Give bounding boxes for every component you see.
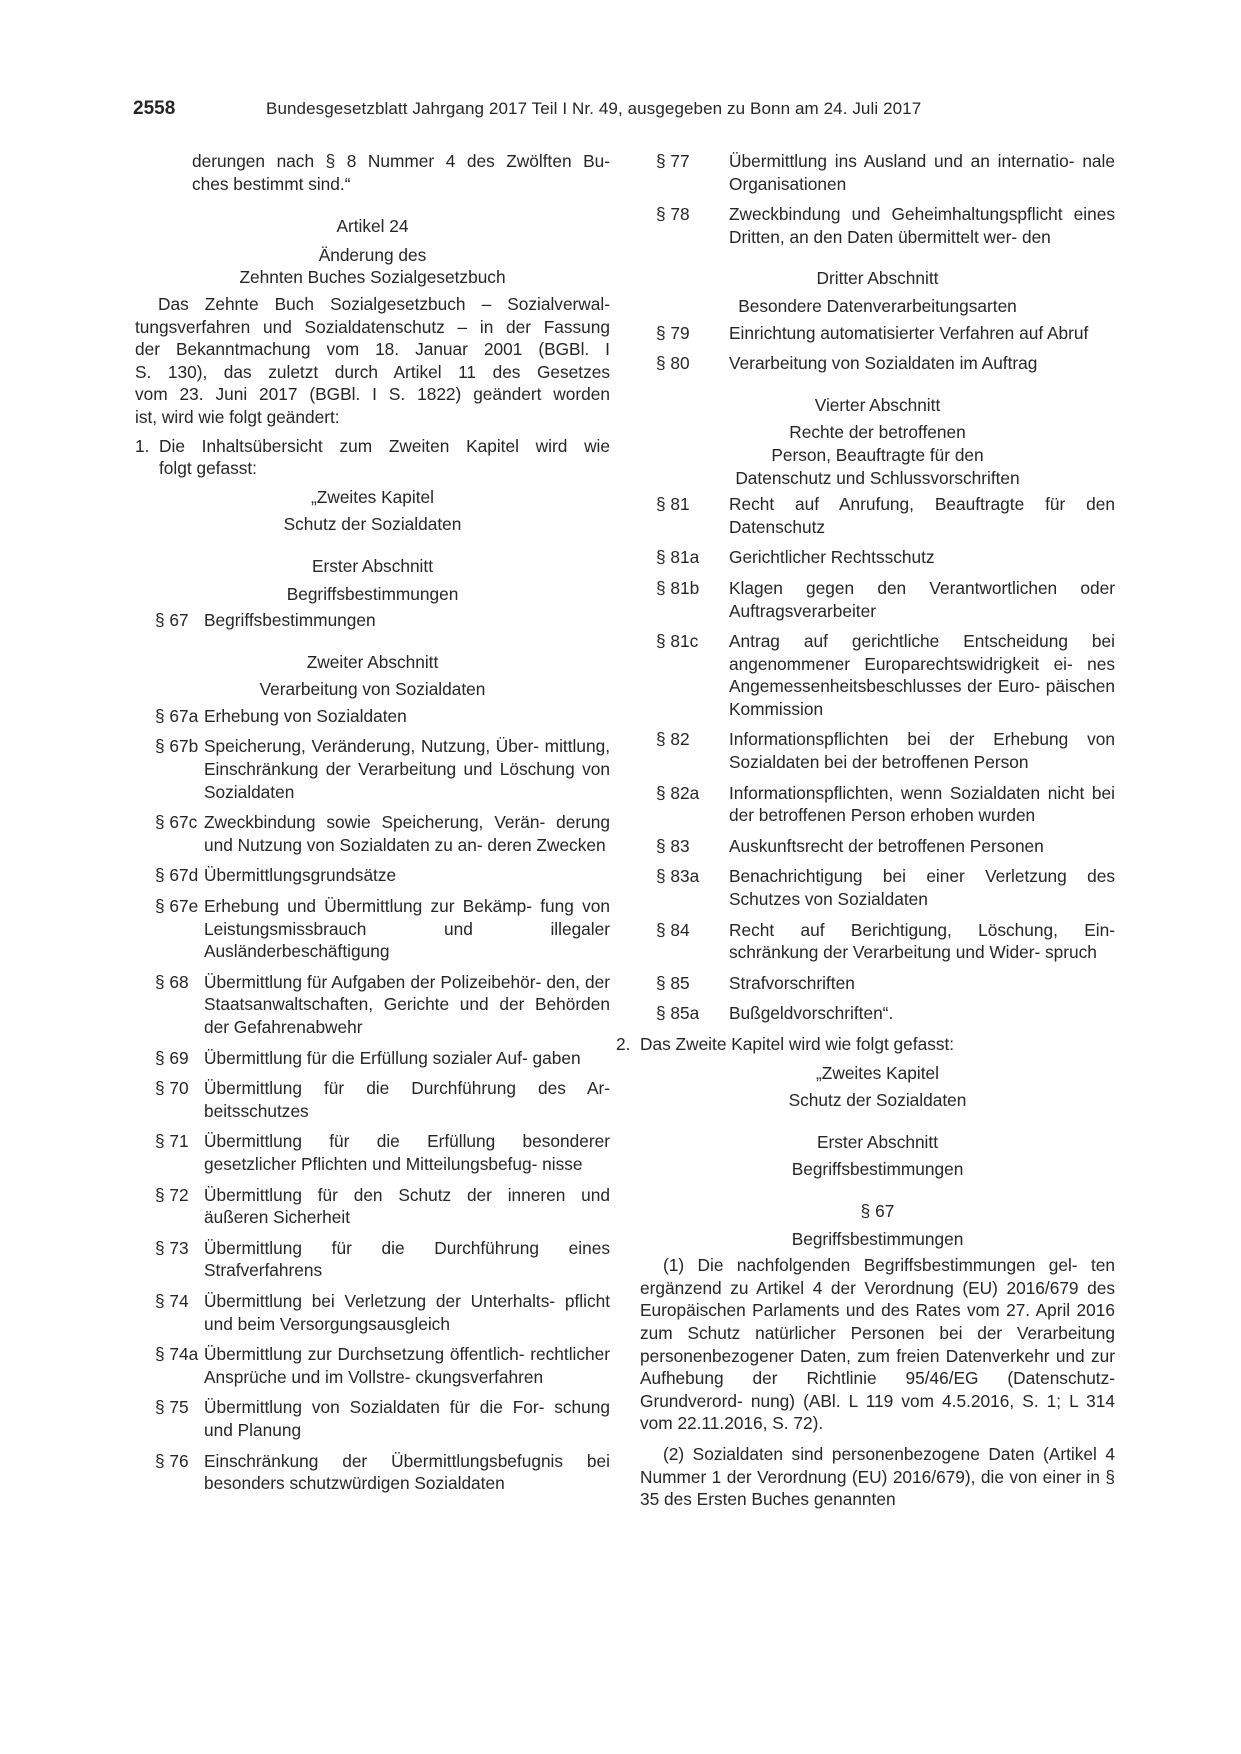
toc-text: Auskunftsrecht der betroffenen Personen [729, 835, 1044, 856]
toc-number: § 81c [656, 631, 699, 652]
continuation-line: derungen nach § 8 Nummer 4 des Zwölften Bu- [192, 151, 610, 171]
toc-number: § 83a [656, 866, 700, 887]
page-header [133, 98, 1113, 126]
toc-text: Begriffsbestimmungen [204, 610, 376, 631]
list-text-line: folgt gefasst: [159, 458, 257, 479]
list-text-line: Die Inhaltsübersicht zum Zweiten Kapitel wird wie [159, 435, 610, 456]
intro-line: ist, wird wie folgt geändert: [135, 406, 340, 427]
toc-entry [135, 864, 610, 887]
toc-text: Übermittlung für die Erfüllung besonderer gesetzlicher Pflichten und Mitteilungsbefug- nisse [204, 1131, 610, 1174]
chapter-title: Schutz der Sozialdaten [788, 1090, 967, 1111]
toc-text: Antrag auf gerichtliche Entscheidung bei angenommener Europarechtswidrigkeit ei- nes Angemessenheitsbeschlusses der Euro- päischen Kommission [729, 631, 1115, 719]
toc-entry [640, 203, 1115, 248]
toc-text: Strafvorschriften [729, 972, 855, 993]
intro-line: der Bekanntmachung vom 18. Januar 2001 (BGBl. I [135, 339, 610, 360]
toc-number: § 82 [656, 729, 690, 750]
toc-number: § 85a [656, 1003, 700, 1024]
toc-number: § 67c [155, 812, 198, 833]
chapter-heading: „Zweites Kapitel [311, 486, 434, 507]
toc-text: Übermittlung für die Durchführung des Ar- beitsschutzes [204, 1078, 610, 1121]
toc-number: § 74a [155, 1344, 199, 1365]
paragraph-1: (1) Die nachfolgenden Begriffsbestimmungen gel- ten ergänzend zu Artikel 4 der Verordnung (EU) 2016/679 des Europäischen Parlaments und des Rates vom 27. April 2016 zum Schutz natürlicher Personen bei der Verarbeitung personenbezogener Daten, zum freien Datenverkehr und zur Aufhebung der Richtlinie 95/46/EG (Datenschutz-Grundverord- nung) (ABl. L 119 vom 4.5.2016, S. 1; L 314 vom 22.11.2016, S. 72). [640, 1255, 1115, 1434]
toc-number: § 80 [656, 353, 690, 374]
toc-entry [640, 352, 1115, 375]
article-number: Artikel 24 [336, 216, 409, 237]
toc-entry [640, 546, 1115, 569]
toc-text: Übermittlung zur Durchsetzung öffentlich- rechtlicher Ansprüche und im Vollstre- ckungsverfahren [204, 1344, 610, 1387]
toc-number: § 67d [155, 865, 199, 886]
section-heading: Dritter Abschnitt [816, 268, 939, 289]
toc-number: § 83 [656, 835, 690, 856]
toc-entry [640, 493, 1115, 538]
toc-text: Übermittlung ins Ausland und an internatio- nale Organisationen [729, 151, 1115, 194]
toc-entry [135, 1450, 610, 1495]
toc-number: § 84 [656, 919, 690, 940]
toc-number: § 69 [155, 1047, 189, 1068]
toc-entry [135, 811, 610, 856]
toc-text: Übermittlung bei Verletzung der Unterhalts- pflicht und beim Versorgungsausgleich [204, 1290, 610, 1334]
toc-number: § 67b [155, 736, 199, 757]
toc-number: § 67a [155, 705, 199, 726]
toc-entry [640, 972, 1115, 995]
toc-text: Verarbeitung von Sozialdaten im Auftrag [729, 353, 1038, 374]
toc-text: Einschränkung der Übermittlungsbefugnis bei besonders schutzwürdigen Sozialdaten [204, 1450, 610, 1494]
left-column [135, 150, 610, 1503]
list-number: 1. [135, 435, 150, 456]
toc-entry [640, 919, 1115, 964]
toc-number: § 74 [155, 1290, 189, 1311]
section-title-line: Datenschutz und Schlussvorschriften [735, 467, 1020, 488]
toc-entry [135, 895, 610, 963]
toc-number: § 67 [155, 610, 189, 631]
toc-entry [640, 322, 1115, 345]
toc-text: Speicherung, Veränderung, Nutzung, Über- mittlung, Einschränkung der Verarbeitung und Löschung von Sozialdaten [204, 736, 610, 802]
paragraph-2: (2) Sozialdaten sind personenbezogene Daten (Artikel 4 Nummer 1 der Verordnung (EU) 2016/679), die von einer in § 35 des Ersten Buches genannten [640, 1443, 1115, 1510]
toc-entry [135, 971, 610, 1039]
section-heading: Erster Abschnitt [816, 1131, 939, 1152]
toc-text: Übermittlung für Aufgaben der Polizeibehör- den, der Staatsanwaltschaften, Gerichte und der Behörden der Gefahrenabwehr [204, 971, 610, 1037]
toc-text: Erhebung und Übermittlung zur Bekämp- fung von Leistungsmissbrauch und illegaler Ausländerbeschäftigung [204, 896, 610, 962]
toc-text: Klagen gegen den Verantwortlichen oder Auftragsverarbeiter [729, 577, 1115, 621]
list-text: Das Zweite Kapitel wird wie folgt gefasst: [640, 1034, 955, 1054]
toc-number: § 82a [656, 782, 700, 803]
toc-text: Übermittlungsgrundsätze [204, 865, 397, 886]
list-item-1 [135, 435, 610, 480]
continuation-line: ches bestimmt sind.“ [192, 173, 351, 194]
list-number: 2. [616, 1034, 631, 1054]
toc-entry [135, 1290, 610, 1335]
toc-entry [135, 1184, 610, 1229]
toc-entry [135, 1237, 610, 1282]
paragraph-title: Begriffsbestimmungen [791, 1228, 964, 1249]
section-heading: Vierter Abschnitt [814, 394, 941, 415]
toc-number: § 81b [656, 577, 700, 598]
toc-entry [640, 1002, 1115, 1025]
toc-number: § 73 [155, 1237, 189, 1258]
toc-entry [135, 1077, 610, 1122]
intro-line: vom 23. Juni 2017 (BGBl. I S. 1822) geändert worden [135, 384, 610, 405]
toc-number: § 72 [155, 1184, 189, 1205]
toc-text: Gerichtlicher Rechtsschutz [729, 547, 935, 568]
toc-text: Zweckbindung sowie Speicherung, Verän- derung und Nutzung von Sozialdaten zu an- deren Zwecken [204, 812, 610, 855]
toc-entry [135, 735, 610, 803]
article-title-line: Änderung des [318, 244, 427, 265]
toc-text: Übermittlung für den Schutz der inneren und äußeren Sicherheit [204, 1184, 610, 1228]
header-title: Bundesgesetzblatt Jahrgang 2017 Teil I Nr. 49, ausgegeben zu Bonn am 24. Juli 2017 [266, 99, 922, 118]
toc-text: Erhebung von Sozialdaten [204, 705, 407, 726]
toc-entry [135, 705, 610, 728]
toc-text: Informationspflichten, wenn Sozialdaten nicht bei der betroffenen Person erhoben wurden [729, 782, 1115, 826]
toc-entry [640, 782, 1115, 827]
chapter-title: Schutz der Sozialdaten [283, 514, 462, 535]
toc-text: Übermittlung für die Durchführung eines Strafverfahrens [204, 1237, 610, 1281]
toc-text: Benachrichtigung bei einer Verletzung des Schutzes von Sozialdaten [729, 866, 1115, 910]
toc-number: § 70 [155, 1078, 189, 1099]
section-title-line: Person, Beauftragte für den [771, 444, 984, 465]
chapter-heading: „Zweites Kapitel [816, 1062, 939, 1083]
intro-line: tungsverfahren und Sozialdatenschutz – in der Fassung [135, 316, 610, 337]
intro-line: S. 130), das zuletzt durch Artikel 11 des Gesetzes [135, 361, 610, 382]
toc-entry [135, 1130, 610, 1175]
intro-paragraph [135, 293, 610, 429]
toc-entry [135, 609, 610, 632]
toc-number: § 81 [656, 494, 690, 515]
toc-number: § 81a [656, 547, 700, 568]
toc-text: Informationspflichten bei der Erhebung von Sozialdaten bei der betroffenen Person [729, 729, 1115, 773]
paragraph-number: § 67 [860, 1200, 895, 1221]
toc-text: Zweckbindung und Geheimhaltungspflicht eines Dritten, an den Daten übermittelt wer- den [729, 204, 1115, 247]
toc-entry [640, 865, 1115, 910]
section-title: Begriffsbestimmungen [791, 1159, 964, 1180]
toc-number: § 75 [155, 1397, 189, 1418]
toc-number: § 71 [155, 1131, 189, 1152]
toc-entry [640, 835, 1115, 858]
section-title: Besondere Datenverarbeitungsarten [738, 295, 1017, 316]
toc-text: Recht auf Berichtigung, Löschung, Ein- schränkung der Verarbeitung und Wider- spruch [729, 919, 1115, 963]
section-title: Begriffsbestimmungen [286, 583, 459, 604]
toc-number: § 68 [155, 971, 189, 992]
continuation-text [135, 150, 610, 195]
toc-list [640, 493, 1115, 1025]
toc-number: § 77 [656, 151, 690, 171]
intro-line: Das Zehnte Buch Sozialgesetzbuch – Sozialverwal- [158, 293, 610, 314]
article-title-line: Zehnten Buches Sozialgesetzbuch [239, 267, 506, 288]
page-number: 2558 [133, 98, 176, 119]
toc-text: Übermittlung von Sozialdaten für die For- schung und Planung [204, 1397, 610, 1440]
section-heading: Zweiter Abschnitt [306, 651, 439, 672]
toc-entry [135, 1343, 610, 1388]
toc-list [135, 705, 610, 1495]
toc-text: Übermittlung für die Erfüllung sozialer Auf- gaben [204, 1047, 581, 1068]
section-heading: Erster Abschnitt [311, 555, 434, 576]
toc-entry [135, 1047, 610, 1070]
section-title: Verarbeitung von Sozialdaten [259, 679, 486, 700]
toc-entry [640, 728, 1115, 773]
toc-text: Recht auf Anrufung, Beauftragte für den Datenschutz [729, 494, 1115, 537]
right-column [616, 150, 1115, 1511]
toc-number: § 67e [155, 896, 199, 917]
toc-entry [135, 1396, 610, 1441]
toc-text: Einrichtung automatisierter Verfahren auf Abruf [729, 322, 1089, 343]
toc-entry [640, 630, 1115, 720]
section-title-line: Rechte der betroffenen [789, 422, 966, 443]
toc-number: § 85 [656, 972, 690, 993]
toc-number: § 79 [656, 322, 690, 343]
toc-entry [640, 150, 1115, 195]
toc-entry [640, 577, 1115, 622]
toc-number: § 76 [155, 1450, 189, 1471]
toc-text: Bußgeldvorschriften“. [729, 1003, 894, 1024]
list-item-2 [616, 1033, 1115, 1056]
toc-number: § 78 [656, 204, 690, 225]
